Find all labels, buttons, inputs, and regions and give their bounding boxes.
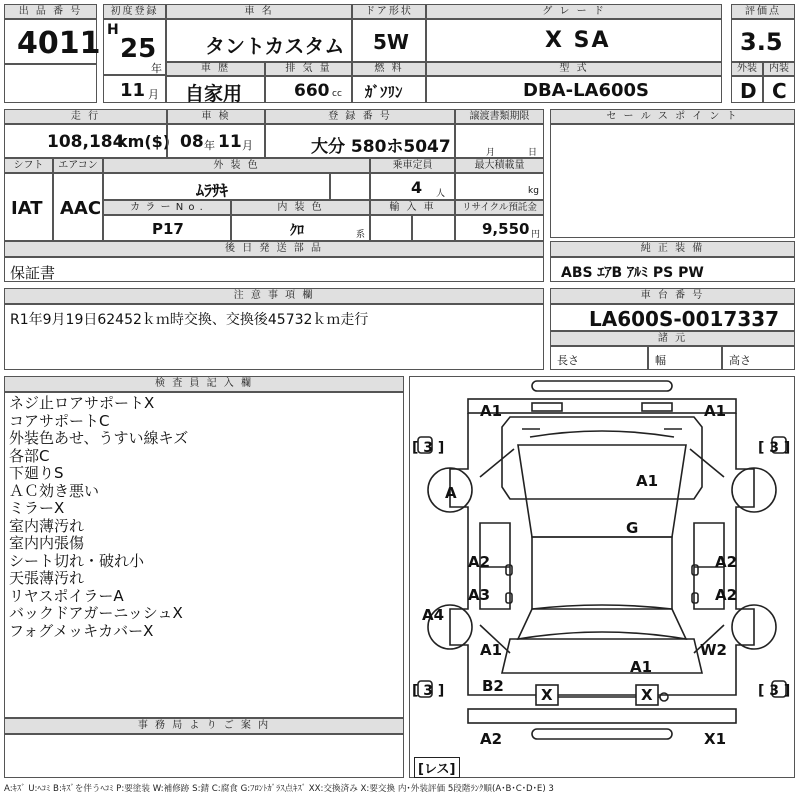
- mileage-header: 走 行: [4, 109, 167, 124]
- lot-no-cell: [4, 19, 101, 64]
- inspection-month: 11: [218, 132, 242, 152]
- rear-panel-shape: [468, 709, 736, 723]
- mark-rear-right-box: [ 3 ]: [758, 683, 791, 699]
- mileage: 108,184: [47, 132, 125, 152]
- capacity-unit: 人: [436, 189, 446, 199]
- mark-x-right: X: [641, 686, 653, 704]
- inspection-header: 車 検: [167, 109, 265, 124]
- rear-glass-shape: [518, 605, 686, 639]
- interior-header: 内装: [763, 62, 795, 76]
- genuine-cell: [550, 257, 795, 282]
- spec-length: 長さ: [557, 354, 579, 367]
- displacement: 660: [294, 81, 330, 101]
- mark-right-rear-wheel: W2: [700, 641, 727, 659]
- displacement-cell: [265, 76, 352, 103]
- inspector-cell: [4, 392, 404, 718]
- int-color-unit: 系: [356, 230, 366, 240]
- first-reg-cell: [103, 19, 166, 75]
- fuel-cell: [352, 76, 426, 103]
- later-parts-header: 後 日 発 送 部 品: [4, 241, 544, 257]
- reg-no-cell: [265, 124, 455, 158]
- inspection-year: 08: [180, 132, 204, 152]
- history: 自家用: [185, 83, 243, 105]
- interior-grade: C: [772, 79, 787, 103]
- reg-month: 11: [120, 80, 146, 101]
- inspector-note: コアサポートC: [9, 411, 110, 430]
- inspector-note: 天張薄汚れ: [9, 569, 85, 587]
- int-color: ｸﾛ: [290, 223, 304, 239]
- mark-left-front-door: A2: [468, 553, 491, 571]
- legend-text: A:ｷｽﾞ U:ﾍｺﾐ B:ｷｽﾞを伴うﾍｺﾐ P:要塗装 W:補修跡 S:錆 C:腐食 G:ﾌﾛﾝﾄｶﾞﾗｽ点ｷｽﾞ XX:交換済み X:要交換 内･外装評価 5段階ﾗﾝｸ順(A･B･C･D･E) 3: [4, 784, 554, 794]
- lot-no-blank: [4, 64, 97, 103]
- exterior-cell: [731, 76, 763, 103]
- inspection-month-unit: 月: [242, 139, 253, 152]
- interior-cell: [763, 76, 795, 103]
- chassis-cell: [550, 304, 795, 331]
- car-diagram-svg: [410, 377, 794, 777]
- spec-width: 幅: [655, 354, 666, 367]
- spec-width-cell: [648, 346, 722, 370]
- inspector-note: フォグメッキカバーX: [9, 621, 154, 640]
- ext-color: ﾑﾗｻｷ: [196, 181, 229, 200]
- reg-month-cell: [103, 75, 166, 103]
- rear-bumper-shape: [532, 729, 672, 739]
- inspector-note: 外装色あせ、うすい線キズ: [9, 429, 189, 447]
- max-load-header: 最大積載量: [455, 158, 544, 173]
- transfer-cell: [455, 124, 544, 158]
- transfer-header: 譲渡書類期限: [455, 109, 544, 124]
- mark-front-right: A1: [704, 402, 727, 420]
- shift-cell: [4, 173, 53, 241]
- roof-shape: [532, 537, 672, 609]
- exterior-header: 外装: [731, 62, 763, 76]
- transfer-day: 日: [528, 148, 538, 158]
- color-no: P17: [152, 220, 184, 238]
- spec-height: 高さ: [729, 354, 751, 367]
- recycle: 9,550: [482, 220, 530, 238]
- history-cell: [166, 76, 265, 103]
- fuel-header: 燃 料: [352, 62, 426, 76]
- model-code: DBA-LA600S: [523, 80, 649, 101]
- inspector-header: 検 査 員 記 入 欄: [4, 376, 404, 392]
- ac-header: エアコン: [53, 158, 103, 173]
- windshield-shape: [518, 445, 686, 537]
- model-header: 型 式: [426, 62, 722, 76]
- recycle-unit: 円: [531, 230, 541, 240]
- ac-cell: [53, 173, 103, 241]
- int-color-header: 内 装 色: [231, 200, 370, 215]
- inspector-note: 各部C: [9, 446, 50, 465]
- ext-color-cell: [103, 173, 330, 200]
- door-handle-right-rear: [692, 593, 698, 603]
- ext-color-extra: [330, 173, 370, 200]
- notes-cell: [4, 304, 544, 370]
- inspection-cell: [167, 124, 265, 158]
- mark-spare-none: [レス]: [414, 757, 460, 778]
- notes-header: 注 意 事 項 欄: [4, 288, 544, 304]
- transfer-month: 月: [486, 148, 496, 158]
- shift: IAT: [11, 198, 43, 219]
- import-cell-b: [412, 215, 455, 241]
- door-shapes: [480, 523, 724, 609]
- score-cell: [731, 19, 795, 62]
- fuel: ｶﾞｿﾘﾝ: [365, 83, 403, 101]
- specs-header: 諸 元: [550, 331, 795, 346]
- inspector-note: リヤスポイラーA: [9, 586, 124, 605]
- front-lamp-left: [532, 403, 562, 411]
- mark-left-rear-door: A3: [468, 586, 491, 604]
- inspector-note: シート切れ・破れ小: [9, 551, 145, 570]
- capacity: 4: [411, 178, 423, 197]
- ext-color-header: 外 装 色: [103, 158, 370, 173]
- inspector-note: バックドアガーニッシュX: [9, 604, 183, 622]
- front-panel-shape: [468, 399, 736, 413]
- chassis-number: LA600S-0017337: [589, 307, 780, 331]
- chassis-header: 車 台 番 号: [550, 288, 795, 304]
- mark-right-rear-door: A2: [715, 586, 738, 604]
- door-cell: [352, 19, 426, 62]
- mark-mirror-left: [ 3 ]: [412, 440, 445, 456]
- mark-x-left: X: [541, 686, 553, 704]
- capacity-cell: [370, 173, 455, 200]
- front-bumper-shape: [532, 381, 672, 391]
- import-cell-a: [370, 215, 412, 241]
- damage-diagram: [409, 376, 795, 778]
- door-type: 5W: [373, 30, 409, 54]
- recycle-cell: [455, 215, 544, 241]
- mark-hood: A1: [636, 472, 659, 490]
- a-pillar-lines: [480, 449, 724, 477]
- mark-rear-bumper-left: A2: [480, 730, 503, 748]
- office-cell: [4, 734, 404, 778]
- front-lamp-right: [642, 403, 672, 411]
- model-cell: [426, 76, 722, 103]
- reg-year: 25: [120, 34, 157, 64]
- capacity-header: 乗車定員: [370, 158, 455, 173]
- reg-number: 大分 580ホ5047: [311, 137, 451, 157]
- sales-point-header: セ ー ル ス ポ イ ン ト: [550, 109, 795, 124]
- mileage-cell: [4, 124, 171, 158]
- mileage-unit: km($): [117, 132, 171, 151]
- ac: AAC: [60, 198, 102, 219]
- mark-windshield: G: [626, 519, 639, 537]
- mark-rear-bumper-right: X1: [704, 730, 727, 748]
- car-name: タントカスタム: [205, 34, 345, 58]
- displacement-unit: cc: [332, 89, 342, 99]
- month-unit: 月: [148, 88, 159, 101]
- mark-rear-glass: A1: [630, 658, 653, 676]
- mark-rear-left-box: [ 3 ]: [412, 683, 445, 699]
- lot-no-header: 出 品 番 号: [4, 4, 97, 19]
- color-no-cell: [103, 215, 231, 241]
- import-header: 輸 入 車: [370, 200, 455, 215]
- score-header: 評価点: [731, 4, 795, 19]
- office-header: 事 務 局 よ り ご 案 内: [4, 718, 404, 734]
- inspector-note: ミラーX: [9, 499, 65, 517]
- later-parts: 保証書: [10, 264, 56, 282]
- windshield-top: [530, 431, 674, 437]
- notes: R1年9月19日62452ｋｍ時交換、交換後45732ｋｍ走行: [10, 312, 369, 328]
- car-name-cell: [166, 19, 352, 62]
- inspection-year-unit: 年: [204, 139, 215, 152]
- grade-cell: [426, 19, 722, 62]
- mark-wheel-front-left: A: [445, 484, 457, 502]
- tail-shape: [502, 639, 702, 673]
- inspector-note: 室内薄汚れ: [9, 516, 85, 535]
- spec-length-cell: [550, 346, 648, 370]
- color-no-header: カ ラ ー N o .: [103, 200, 231, 215]
- door-header: ドア形状: [352, 4, 426, 19]
- genuine-header: 純 正 装 備: [550, 241, 795, 257]
- genuine-equipment: ABS ｴｱB ｱﾙﾐ PS PW: [561, 265, 704, 281]
- lot-no: 4011: [17, 26, 101, 61]
- year-unit: 年: [151, 62, 162, 75]
- max-load-unit: kg: [528, 186, 539, 196]
- grade: X SA: [545, 28, 611, 53]
- exterior-grade: D: [740, 79, 757, 103]
- mark-left-quarter: A4: [422, 606, 445, 624]
- mark-front-left: A1: [480, 402, 503, 420]
- mark-left-rear: A1: [480, 641, 503, 659]
- shift-header: シフト: [4, 158, 53, 173]
- inspector-note: ネジ止ロアサポートX: [9, 394, 155, 412]
- spec-height-cell: [722, 346, 795, 370]
- later-parts-cell: [4, 257, 544, 282]
- inspector-note: ＡＣ効き悪い: [9, 481, 100, 500]
- mark-right-front-door: A2: [715, 553, 738, 571]
- door-handle-left-rear: [506, 593, 512, 603]
- recycle-header: リサイクル預託金: [455, 200, 544, 215]
- mark-left-tail: B2: [482, 677, 504, 695]
- sales-point-cell: [550, 124, 795, 238]
- max-load-cell: [455, 173, 544, 200]
- displacement-header: 排 気 量: [265, 62, 352, 76]
- reg-no-header: 登 録 番 号: [265, 109, 455, 124]
- grade-header: グ レ ー ド: [426, 4, 722, 19]
- mark-mirror-right: [ 3 ]: [758, 440, 791, 456]
- car-name-header: 車 名: [166, 4, 352, 19]
- inspector-note: 下廻りS: [9, 464, 64, 482]
- inspector-note: 室内内張傷: [9, 534, 85, 552]
- score: 3.5: [740, 28, 783, 56]
- int-color-cell: [231, 215, 370, 241]
- inspector-notes-list: [9, 395, 188, 640]
- era: H: [107, 22, 119, 38]
- first-reg-header: 初度登録: [103, 4, 166, 19]
- history-header: 車 歴: [166, 62, 265, 76]
